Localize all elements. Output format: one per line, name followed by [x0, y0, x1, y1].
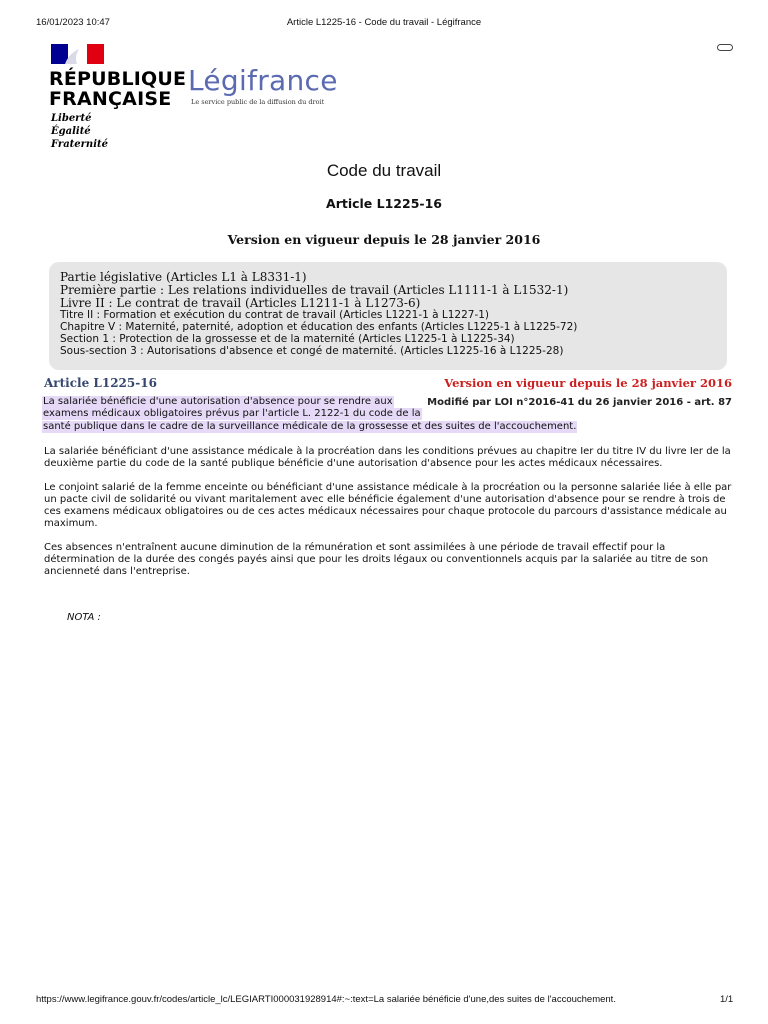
article-title: Article L1225-16: [44, 376, 157, 390]
breadcrumb: [49, 262, 727, 370]
motto-fraternite: Fraternité: [51, 139, 108, 150]
highlighted-line-2: examens médicaux obligatoires prévus par l'article L. 2122-1 du code de la: [43, 408, 421, 419]
marianne-flag-logo: [51, 44, 104, 64]
print-datetime: 16/01/2023 10:47: [36, 17, 110, 28]
republique-label: RÉPUBLIQUE: [49, 68, 187, 90]
motto-liberte: Liberté: [51, 113, 92, 124]
breadcrumb-sous-section[interactable]: Sous-section 3 : Autorisations d'absence et congé de maternité. (Articles L1225-16 à L1225-28): [60, 345, 564, 357]
breadcrumb-premiere-partie[interactable]: Première partie : Les relations individuelles de travail (Articles L1111-1 à L1532-1): [60, 283, 569, 297]
article-paragraph: Le conjoint salarié de la femme enceinte ou bénéficiant d'une assistance médicale à la procréation ou la personne salariée liée à elle par un pacte civil de solidarité ou vivant maritalement avec elle bénéficie également d'une autorisation d'absence pour se rendre à trois de ces examens médicaux obligatoires ou de ces actes médicaux nécessaires pour chaque protocole du parcours d'assistance médicale au maximum.: [44, 482, 732, 529]
breadcrumb-livre[interactable]: Livre II : Le contrat de travail (Articles L1211-1 à L1273-6): [60, 296, 421, 310]
highlighted-line-3: santé publique dans le cadre de la surveillance médicale de la grossesse et des suites de l'accouchement.: [43, 421, 577, 432]
breadcrumb-chapitre[interactable]: Chapitre V : Maternité, paternité, adoption et éducation des enfants (Articles L1225-1 à L1225-72): [60, 321, 578, 333]
article-heading: Article L1225-16: [326, 196, 442, 211]
legifrance-tagline: Le service public de la diffusion du droit: [191, 98, 325, 106]
highlighted-line-1: La salariée bénéficie d'une autorisation d'absence pour se rendre aux: [43, 396, 393, 407]
print-page-number: 1/1: [720, 994, 734, 1005]
article-paragraph: Ces absences n'entraînent aucune diminution de la rémunération et sont assimilées à une période de travail effectif pour la détermination de la durée des congés payés ainsi que pour les droits légaux ou conventionnels acquis par la salariée au titre de son ancienneté dans l'entreprise.: [44, 542, 709, 577]
print-url: https://www.legifrance.gouv.fr/codes/article_lc/LEGIARTI000031928914#:~:text=La salariée bénéficie d'une,des suites de l'accouchement.: [36, 994, 616, 1005]
breadcrumb-partie[interactable]: Partie législative (Articles L1 à L8331-1): [60, 270, 307, 284]
modified-by-link[interactable]: Modifié par LOI n°2016-41 du 26 janvier 2016 - art. 87: [427, 397, 732, 408]
article-paragraph: La salariée bénéficiant d'une assistance médicale à la procréation dans les conditions prévues au chapitre Ier du titre IV du livre Ier de la deuxième partie du code de la santé publique bénéficie d'une autorisation d'absence pour les actes médicaux nécessaires.: [44, 446, 731, 469]
print-page-title: Article L1225-16 - Code du travail - Légifrance: [286, 17, 482, 28]
francaise-label: FRANÇAISE: [49, 88, 172, 110]
breadcrumb-section[interactable]: Section 1 : Protection de la grossesse et de la maternité (Articles L1225-1 à L1225-34): [60, 333, 515, 345]
breadcrumb-titre[interactable]: Titre II : Formation et exécution du contrat de travail (Articles L1221-1 à L1227-1): [60, 309, 490, 321]
menu-toggle-icon[interactable]: [717, 44, 733, 51]
motto-egalite: Égalité: [51, 126, 91, 137]
article-version-badge: Version en vigueur depuis le 28 janvier 2016: [444, 376, 732, 390]
nota-label: NOTA :: [67, 612, 101, 623]
code-title: Code du travail: [326, 161, 442, 180]
version-heading: Version en vigueur depuis le 28 janvier 2016: [227, 232, 541, 247]
legifrance-brand[interactable]: Légifrance: [188, 64, 338, 97]
